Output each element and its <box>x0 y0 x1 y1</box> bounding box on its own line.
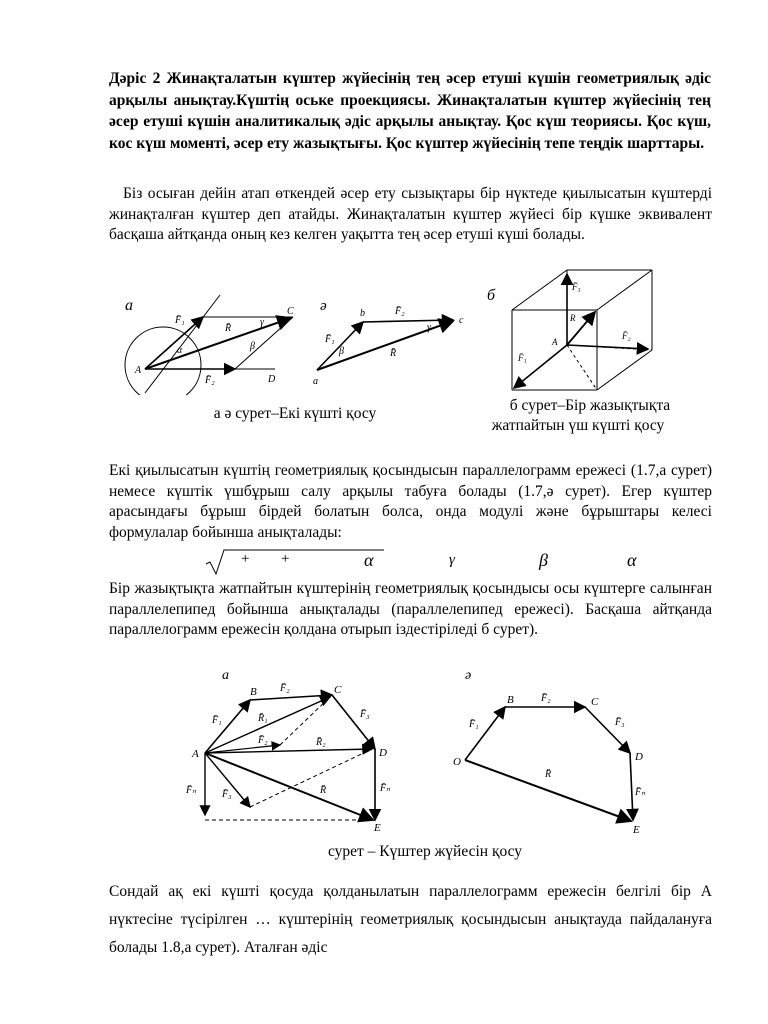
svg-text:γ: γ <box>260 317 264 328</box>
svg-text:B: B <box>250 686 257 698</box>
svg-text:F̄₃: F̄₃ <box>572 282 581 292</box>
figure-1-caption-right-line1: б сурет–Бір жазықтықта <box>509 397 671 414</box>
svg-text:F̄ₙ: F̄ₙ <box>635 787 646 798</box>
figure-1-caption-right-line2: жатпайтын үш күшті қосу <box>491 417 665 434</box>
panel-label-ae: ә <box>320 298 327 314</box>
svg-text:R: R <box>570 313 576 323</box>
svg-text:A: A <box>552 337 558 347</box>
svg-text:F̄₁: F̄₁ <box>175 315 185 326</box>
svg-text:R̄: R̄ <box>225 323 232 334</box>
svg-text:F̄₁: F̄₁ <box>518 353 527 363</box>
svg-text:F̄₁: F̄₁ <box>325 334 335 345</box>
svg-text:F̄₃: F̄₃ <box>360 709 370 720</box>
paragraph-two-forces: Екі қиылысатын күштің геометриялық қосындысын параллелограмм ережесі (1.7,а сурет) немесе күштік үшбұрыш салу арқылы табуға болады (1.7,ә сурет). Егер күштер арасындағы бұрыш бірдей болатын болса, онда модулі және бұрыштары келесі формулалар бойынша анықталады: <box>109 462 712 541</box>
paragraph-parallelepiped: Бір жазықтықта жатпайтын күштерінің геометриялық қосындысы осы күштерге салынған параллелепипед бойынша анықталады (параллелепипед ережесі). Басқаша айтқанда параллелограмм ережесін қолдана отырып іздестіріледі б сурет). <box>109 580 712 638</box>
svg-text:C: C <box>334 684 342 696</box>
svg-text:C: C <box>287 306 294 317</box>
svg-text:R̄₁: R̄₁ <box>258 713 268 724</box>
svg-text:F̄₁: F̄₁ <box>469 719 479 730</box>
svg-text:R̄: R̄ <box>390 348 397 359</box>
figure-1ae-triangle <box>305 290 480 390</box>
svg-text:D: D <box>635 751 643 763</box>
svg-text:E: E <box>374 822 381 834</box>
figure-1-caption-left: а ә сурет–Екі күшті қосу <box>213 405 377 422</box>
paragraph-polygon-rule: Сондай ақ екі күшті қосуда қолданылатын параллелограмм ережесін белгілі бір А нүктесіне түсірілген … күштерінің геометриялық қосындысын анықтауда пайдалануға болады 1.8,а сурет). Аталған әдіс <box>109 883 712 956</box>
resultant-r-arrow <box>145 318 291 369</box>
force-f2-arrow <box>567 345 648 349</box>
svg-text:R̄: R̄ <box>545 769 552 780</box>
svg-text:D: D <box>268 374 276 385</box>
formula-line: + + α γ β α <box>109 550 712 576</box>
svg-text:F̄₂: F̄₂ <box>541 693 551 704</box>
svg-text:R̄: R̄ <box>320 785 327 796</box>
resultant-r-arrow <box>317 321 453 370</box>
paragraph-intro: Біз осыған дейін атап өткендей әсер ету сызықтары бір нүктеде қиылысатын күштерді жинақталған күштер деп атайды. Жинақталатын күштер жүйесі бір күшке эквивалент басқаша айтқанда оның кез келген уақытта тең әсер етуші күші болады. <box>109 185 712 243</box>
force-f2-arrow <box>363 320 453 322</box>
panel-label-2ae: ә <box>465 668 472 683</box>
svg-text:β: β <box>250 341 255 352</box>
panel-label-2a: а <box>222 668 229 683</box>
figure-2a-force-polygon <box>180 665 410 835</box>
svg-text:R̄₂: R̄₂ <box>316 737 326 748</box>
svg-text:F̄₂: F̄₂ <box>622 331 631 341</box>
figure-2ae-force-polygon <box>445 665 665 840</box>
svg-text:E: E <box>633 824 640 836</box>
lecture-title: Дәріс 2 Жинақталатын күштер жүйесінің тең әсер етуші күшін геометриялық әдіс арқылы анықтау.Күштің оське проекциясы. Жинақталатын күштер жүйесінің тең әсер етуші күшін аналитикалық әдіс арқылы анықтау. Қос күш теориясы. Қос күш, кос күш моменті, әсер ету жазықтығы. Қос күштер жүйесінің тепе теңдік шарттары. <box>109 70 711 152</box>
figure-2-caption: сурет – Күштер жүйесін қосу <box>327 843 523 860</box>
svg-text:γ: γ <box>427 322 431 333</box>
panel-label-b: б <box>487 287 496 304</box>
svg-text:F̄₃: F̄₃ <box>222 789 232 800</box>
parallelogram-right <box>235 317 293 369</box>
svg-text:F̄₂: F̄₂ <box>395 306 405 317</box>
svg-text:F̄₂: F̄₂ <box>280 683 290 694</box>
svg-text:A: A <box>135 365 142 376</box>
svg-text:B: B <box>507 694 514 706</box>
panel-label-a: а <box>125 297 133 314</box>
svg-text:F̄ₙ: F̄ₙ <box>186 785 197 796</box>
angle-circle <box>125 327 201 395</box>
svg-text:D: D <box>379 747 387 759</box>
svg-text:F̄₂: F̄₂ <box>205 375 215 386</box>
svg-text:F̄₃: F̄₃ <box>615 717 625 728</box>
svg-text:α: α <box>177 345 183 356</box>
svg-text:F̄₂: F̄₂ <box>258 735 268 746</box>
svg-text:β: β <box>339 346 344 357</box>
svg-text:O: O <box>453 756 461 768</box>
svg-text:c: c <box>459 315 464 326</box>
svg-text:a: a <box>313 376 318 387</box>
svg-text:C: C <box>591 696 599 708</box>
svg-text:A: A <box>192 748 199 760</box>
figure-1b-parallelepiped <box>482 265 667 395</box>
svg-text:b: b <box>360 308 365 319</box>
svg-text:F̄₁: F̄₁ <box>212 715 222 726</box>
force-f1-arrow <box>514 345 567 388</box>
figure-1a-parallelogram <box>115 285 315 395</box>
svg-text:F̄ₙ: F̄ₙ <box>380 783 391 794</box>
